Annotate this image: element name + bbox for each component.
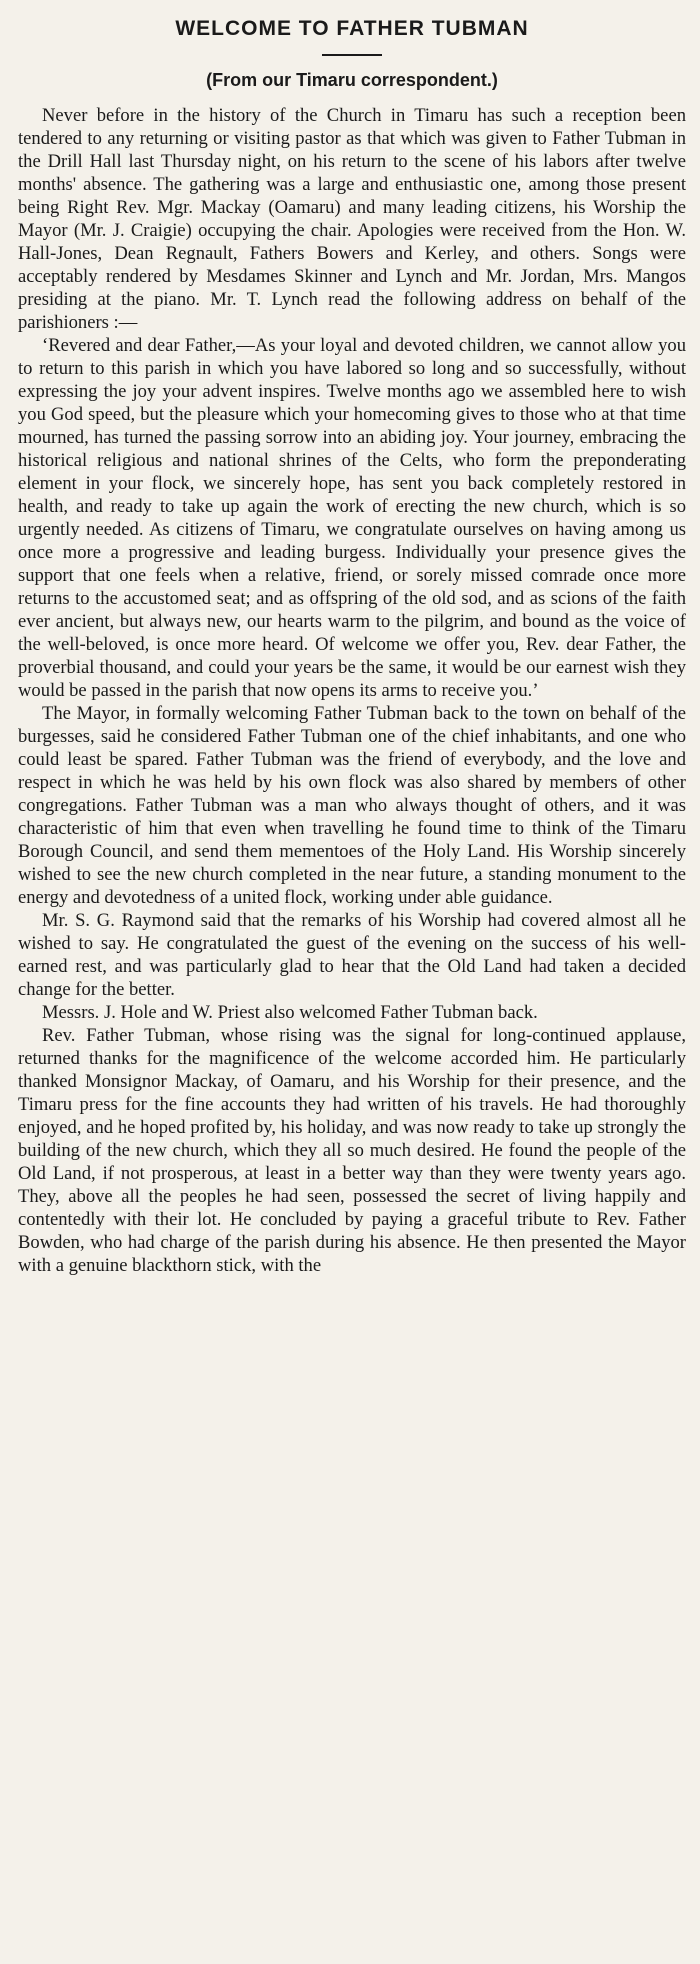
article-subtitle: (From our Timaru correspondent.) [206,70,498,90]
paragraph-mayor: The Mayor, in formally welcoming Father Tubman back to the town on behalf of the burgesses, said he considered Father Tubman one of the chief inhabitants, and one who could least be spared. Father Tubman was the friend of everybody, and the love and respect in which he was held by his own flock was also shared by members of other congregations. Father Tubman was a man who always thought of others, and it was characteristic of him that even when travelling he found time to think of the Timaru Borough Council, and send them mementoes of the Holy Land. His Worship sincerely wished to see the new church completed in the near future, a standing monument to the energy and devotedness of a united flock, working under able guidance. [18,703,686,908]
paragraph-intro: Never before in the history of the Church in Timaru has such a reception been tendered to any returning or visiting pastor as that which was given to Father Tubman in the Drill Hall last Thursday night, on his return to the scene of his labors after twelve months' absence. The gathering was a large and enthusiastic one, among those present being Right Rev. Mgr. Mackay (Oamaru) and many leading citizens, his Worship the Mayor (Mr. J. Craigie) occupying the chair. Apologies were received from the Hon. W. Hall-Jones, Dean Regnault, Fathers Bowers and Kerley, and others. Songs were acceptably rendered by Mesdames Skinner and Lynch and Mr. Jordan, Mrs. Mangos presiding at the piano. Mr. T. Lynch read the following address on behalf of the parishioners :— [18,105,686,333]
paragraph-raymond: Mr. S. G. Raymond said that the remarks of his Worship had covered almost all he wished to say. He congratulated the guest of the evening on the success of his well-earned rest, and was particularly glad to hear that the Old Land had taken a decided change for the better. [18,910,686,1000]
paragraph-address: ‘Revered and dear Father,—As your loyal and devoted children, we cannot allow you to return to this parish in which you have labored so long and so successfully, without expressing the joy your advent inspires. Twelve months ago we assembled here to wish you God speed, but the pleasure which your homecoming gives to those who at that time mourned, has turned the passing sorrow into an abiding joy. Your journey, embracing the historical religious and national shrines of the Celts, who form the preponderating element in your flock, we sincerely hope, has sent you back completely restored in health, and ready to take up again the work of erecting the new church, which is so urgently needed. As citizens of Timaru, we congratulate ourselves on having among us once more a progressive and leading burgess. Individually your presence gives the support that one feels when a relative, friend, or sorely missed comrade once more returns to the accustomed seat; and as offspring of the old sod, and as scions of the faith ever ancient, but always new, our hearts warm to the pilgrim, and bound as the voice of the well-beloved, is once more heard. Of welcome we offer you, Rev. dear Father, the proverbial thousand, and could your years be the same, it would be our earnest wish they would be passed in the parish that now opens its arms to receive you.’ [18,335,686,701]
paragraph-hole-priest: Messrs. J. Hole and W. Priest also welcomed Father Tubman back. [42,1002,538,1023]
article-title: WELCOME TO FATHER TUBMAN [175,17,529,40]
article-body [18,104,686,1277]
paragraph-tubman-reply: Rev. Father Tubman, whose rising was the signal for long-continued applause, returned thanks for the magnificence of the welcome accorded him. He particularly thanked Monsignor Mackay, of Oamaru, and his Worship for their presence, and the Timaru press for the fine accounts they had written of his travels. He had thoroughly enjoyed, and he hoped profited by, his holiday, and was now ready to take up strongly the building of the new church, which they all so much desired. He found the people of the Old Land, if not prosperous, at least in a better way than they were twenty years ago. They, above all the peoples he had seen, possessed the secret of living happily and contentedly with their lot. He concluded by paying a graceful tribute to Rev. Father Bowden, who had charge of the parish during his absence. He then presented the Mayor with a genuine blackthorn stick, with the [18,1025,686,1276]
title-rule [322,54,382,56]
